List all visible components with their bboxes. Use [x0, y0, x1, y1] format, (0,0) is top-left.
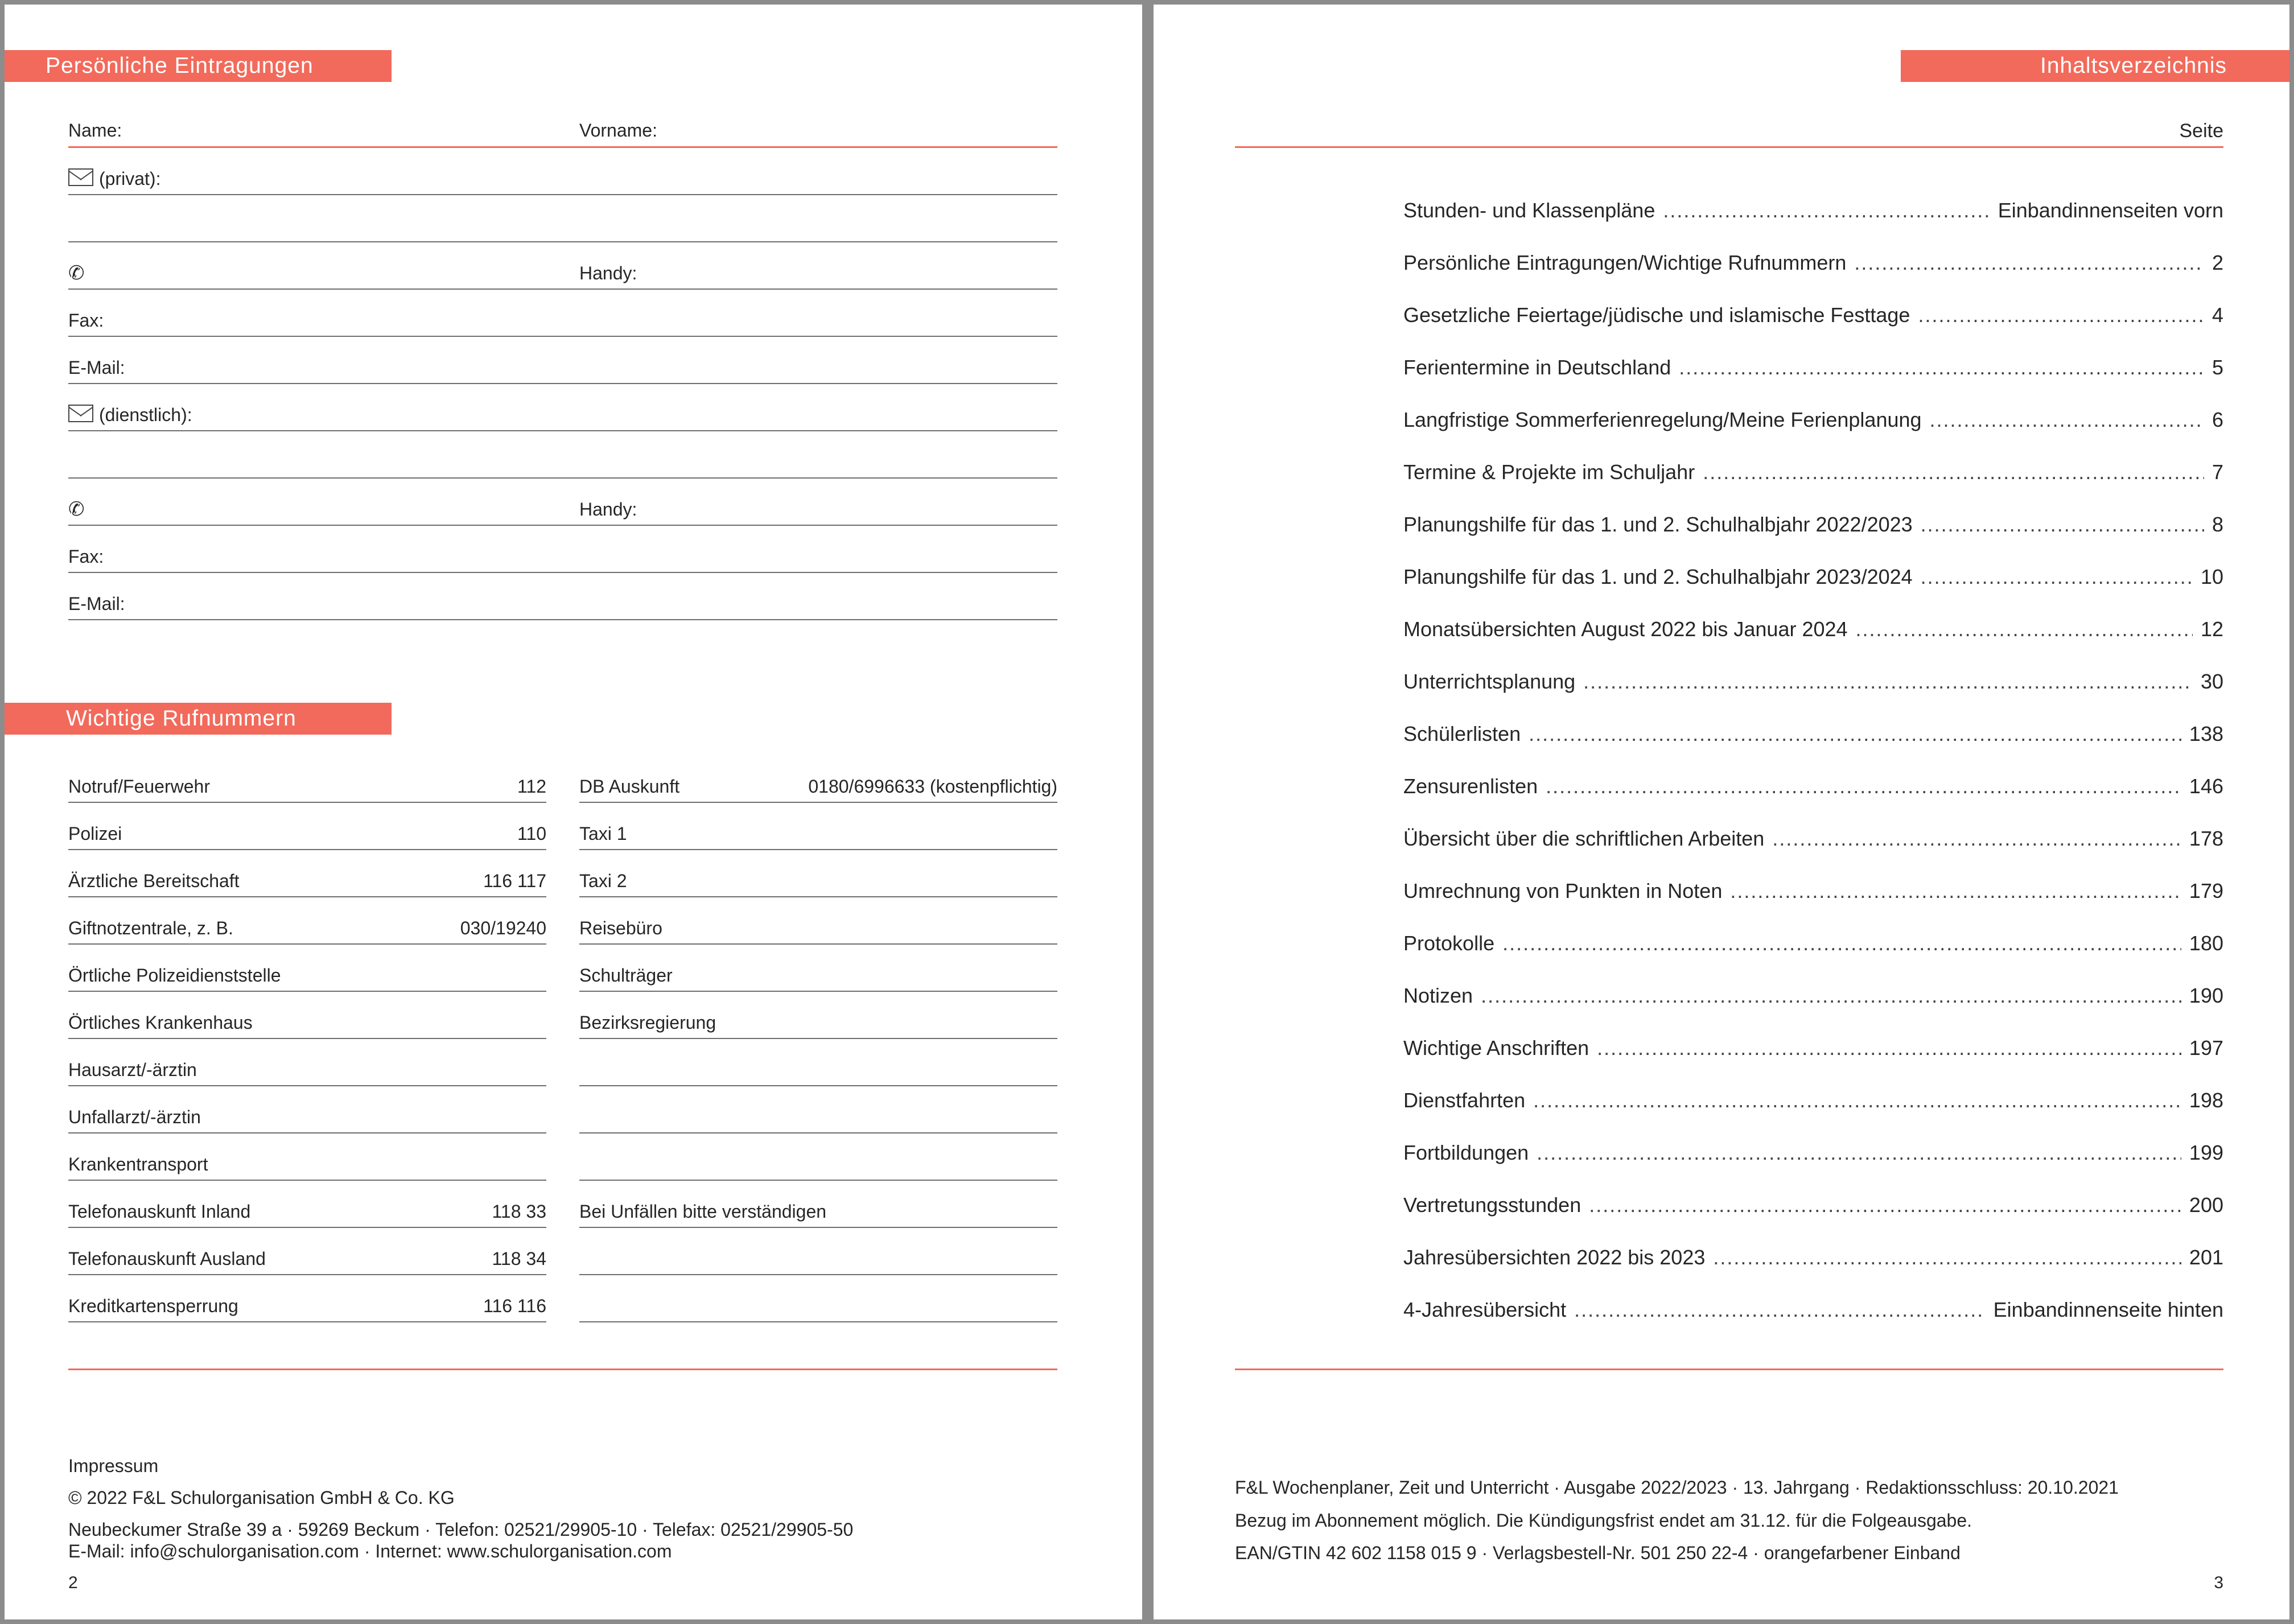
- phone-number-row[interactable]: [68, 1228, 546, 1275]
- phone-number-row[interactable]: [579, 756, 1057, 803]
- toc-entry[interactable]: [1403, 822, 2223, 856]
- toc-entry-page: 6: [2211, 408, 2223, 431]
- toc-entry[interactable]: [1403, 193, 2223, 228]
- fax-label: Fax:: [68, 310, 104, 331]
- work-fax-row[interactable]: [68, 526, 1057, 573]
- phone-number-row[interactable]: [579, 1228, 1057, 1275]
- toc-dot-leader: [1583, 665, 2193, 699]
- phone-number-row[interactable]: [68, 850, 546, 897]
- toc-entry[interactable]: [1403, 1136, 2223, 1170]
- toc-dot-leader: [1772, 822, 2181, 856]
- toc-dot-leader: [1537, 1136, 2181, 1170]
- phone-number-label: Ärztliche Bereitschaft: [68, 871, 240, 891]
- impressum-contact: E-Mail: info@schulorganisation.com · Internet: www.schulorganisation.com: [68, 1541, 672, 1561]
- toc-dot-leader: [1502, 926, 2181, 961]
- phone-number-label: Krankentransport: [68, 1154, 208, 1174]
- toc-entry[interactable]: [1403, 560, 2223, 594]
- phone-number-row[interactable]: [68, 897, 546, 945]
- toc-entry-title: Zensurenlisten: [1403, 774, 1538, 798]
- toc-entry-page: 190: [2189, 984, 2223, 1007]
- phone-number-label: Örtliche Polizeidienststelle: [68, 965, 281, 986]
- phone-icon: ✆: [68, 498, 85, 521]
- toc-entry[interactable]: [1403, 508, 2223, 542]
- toc-entry-title: Fortbildungen: [1403, 1141, 1529, 1164]
- toc-entry-page: 138: [2189, 722, 2223, 745]
- toc-entry-title: Übersicht über die schriftlichen Arbeiten: [1403, 827, 1765, 850]
- toc-dot-leader: [1713, 1240, 2181, 1275]
- toc-dot-leader: [1546, 769, 2181, 803]
- personal-section-heading: Persönliche Eintragungen: [5, 50, 392, 82]
- toc-entry-page: Einbandinnenseiten vorn: [1998, 199, 2223, 222]
- email-label: E-Mail:: [68, 357, 125, 378]
- toc-entry-title: Jahresübersichten 2022 bis 2023: [1403, 1246, 1706, 1269]
- toc-entry-title: Schülerlisten: [1403, 722, 1521, 745]
- toc-entry-page: 201: [2189, 1246, 2223, 1269]
- fax2-label: Fax:: [68, 546, 104, 567]
- phone-number-row[interactable]: [68, 1039, 546, 1086]
- toc-dot-leader: [1481, 979, 2181, 1013]
- phone-number-label: Taxi 1: [579, 823, 627, 844]
- work-address-label: (dienstlich):: [99, 405, 192, 425]
- phones-section-heading: Wichtige Rufnummern: [5, 703, 392, 735]
- toc-entry-page: 8: [2211, 513, 2223, 536]
- phone-number-value: 116 116: [483, 1296, 546, 1316]
- toc-dot-leader: [1679, 351, 2204, 385]
- envelope-icon: [68, 405, 93, 422]
- toc-dot-leader: [1533, 1083, 2181, 1118]
- toc-entry-page: 2: [2211, 251, 2223, 274]
- phone-number-row[interactable]: [68, 1086, 546, 1133]
- work-address-row[interactable]: [68, 384, 1057, 431]
- toc-entry-page: Einbandinnenseite hinten: [1993, 1298, 2223, 1321]
- phone-number-row[interactable]: [68, 1275, 546, 1322]
- phone-number-label: Giftnotzentrale, z. B.: [68, 918, 233, 938]
- phone-number-label: Örtliches Krankenhaus: [68, 1012, 253, 1033]
- phone-number-row[interactable]: [579, 897, 1057, 945]
- private-fax-row[interactable]: [68, 290, 1057, 337]
- toc-entry-page: 197: [2189, 1036, 2223, 1060]
- toc-entry-title: Ferientermine in Deutschland: [1403, 356, 1671, 379]
- toc-dot-leader: [1854, 246, 2204, 280]
- toc-entry[interactable]: [1403, 979, 2223, 1013]
- phone-number-row[interactable]: [579, 992, 1057, 1039]
- private-address-label: (privat):: [99, 168, 161, 189]
- footer-divider: [68, 1369, 1057, 1370]
- private-phone-row[interactable]: [68, 242, 1057, 290]
- toc-entry-page: 4: [2211, 303, 2223, 327]
- toc-entry[interactable]: [1403, 246, 2223, 280]
- toc-entry[interactable]: [1403, 1293, 2223, 1327]
- toc-entry[interactable]: [1403, 1240, 2223, 1275]
- ean-info: EAN/GTIN 42 602 1158 015 9 · Verlagsbestell-Nr. 501 250 22-4 · orangefarbener Einband: [1235, 1543, 1961, 1563]
- phone-number-row[interactable]: [68, 1181, 546, 1228]
- phone-number-value: 112: [517, 776, 546, 797]
- toc-entry-title: Stunden- und Klassenpläne: [1403, 199, 1655, 222]
- phone-number-row[interactable]: [579, 1275, 1057, 1322]
- toc-page-column-label: Seite: [2179, 120, 2223, 142]
- phone-number-row[interactable]: [579, 1039, 1057, 1086]
- toc-dot-leader: [1589, 1188, 2181, 1222]
- toc-entry-title: Termine & Projekte im Schuljahr: [1403, 460, 1695, 484]
- toc-entry-title: Planungshilfe für das 1. und 2. Schulhalbjahr 2023/2024: [1403, 565, 1913, 588]
- toc-entry-title: Langfristige Sommerferienregelung/Meine Ferienplanung: [1403, 408, 1922, 431]
- phone-number-label: Telefonauskunft Ausland: [68, 1248, 266, 1269]
- work-phone-row[interactable]: [68, 479, 1057, 526]
- toc-entry-page: 198: [2189, 1089, 2223, 1112]
- toc-entry-page: 30: [2200, 670, 2223, 693]
- toc-entry-title: Monatsübersichten August 2022 bis Januar 2024: [1403, 617, 1848, 641]
- toc-entry-title: Vertretungsstunden: [1403, 1193, 1581, 1217]
- toc-entry-page: 146: [2189, 774, 2223, 798]
- toc-dot-leader: [1597, 1031, 2181, 1065]
- toc-entry-page: 5: [2211, 356, 2223, 379]
- toc-entry-title: Persönliche Eintragungen/Wichtige Rufnummern: [1403, 251, 1847, 274]
- toc-entry[interactable]: [1403, 455, 2223, 489]
- toc-entry[interactable]: [1403, 769, 2223, 803]
- toc-entry-title: Dienstfahrten: [1403, 1089, 1526, 1112]
- toc-entry[interactable]: [1403, 874, 2223, 908]
- toc-dot-leader: [1856, 612, 2193, 646]
- toc-entry-title: Notizen: [1403, 984, 1473, 1007]
- phone-number-label: DB Auskunft: [579, 776, 680, 797]
- toc-header-divider: [1235, 146, 2223, 148]
- toc-dot-leader: [1918, 298, 2204, 332]
- phone-number-row[interactable]: [68, 756, 546, 803]
- phone-number-value: 116 117: [483, 871, 546, 891]
- phone-number-label: Schulträger: [579, 965, 673, 986]
- private-address-row-2[interactable]: [68, 195, 1057, 242]
- toc-entry-page: 10: [2200, 565, 2223, 588]
- toc-heading: Inhaltsverzeichnis: [1901, 50, 2289, 82]
- toc-entry-title: Protokolle: [1403, 931, 1495, 955]
- toc-entry-title: Wichtige Anschriften: [1403, 1036, 1589, 1060]
- phone-number-value: 0180/6996633 (kostenpflichtig): [808, 776, 1057, 797]
- envelope-icon: [68, 168, 93, 186]
- work-address-row-2[interactable]: [68, 431, 1057, 479]
- private-email-row[interactable]: [68, 337, 1057, 384]
- page-number-right: 3: [2214, 1573, 2223, 1592]
- toc-dot-leader: [1921, 508, 2204, 542]
- toc-dot-leader: [1921, 560, 2193, 594]
- toc-entry-title: Planungshilfe für das 1. und 2. Schulhalbjahr 2022/2023: [1403, 513, 1913, 536]
- phone-number-row[interactable]: [579, 945, 1057, 992]
- phone-number-value: 110: [517, 823, 546, 844]
- phone-number-label: Bei Unfällen bitte verständigen: [579, 1201, 827, 1222]
- toc-entry-title: Umrechnung von Punkten in Noten: [1403, 879, 1723, 902]
- publication-info: F&L Wochenplaner, Zeit und Unterricht · Ausgabe 2022/2023 · 13. Jahrgang · Redaktionsschluss: 20.10.2021: [1235, 1477, 2119, 1498]
- phone-number-label: Hausarzt/-ärztin: [68, 1060, 197, 1080]
- handy-label: Handy:: [579, 263, 637, 283]
- toc-entry[interactable]: [1403, 403, 2223, 437]
- toc-footer-divider: [1235, 1369, 2223, 1370]
- toc-entry[interactable]: [1403, 665, 2223, 699]
- phone-number-label: Kreditkartensperrung: [68, 1296, 238, 1316]
- phone-number-row[interactable]: [68, 1133, 546, 1181]
- phone-number-row[interactable]: [68, 992, 546, 1039]
- toc-dot-leader: [1730, 874, 2181, 908]
- toc-entry-title: Unterrichtsplanung: [1403, 670, 1576, 693]
- email2-label: E-Mail:: [68, 593, 125, 614]
- toc-entry[interactable]: [1403, 1083, 2223, 1118]
- toc-dot-leader: [1574, 1293, 1986, 1327]
- impressum-title: Impressum: [68, 1456, 159, 1476]
- toc-entry-page: 12: [2200, 617, 2223, 641]
- toc-entry-title: Gesetzliche Feiertage/jüdische und islamische Festtage: [1403, 303, 1910, 327]
- name-label: Name:: [68, 120, 122, 141]
- toc-dot-leader: [1703, 455, 2204, 489]
- impressum-address: Neubeckumer Straße 39 a · 59269 Beckum · Telefon: 02521/29905-10 · Telefax: 02521/29905-50: [68, 1519, 854, 1540]
- private-address-label-wrap: [68, 168, 160, 189]
- phone-number-label: Bezirksregierung: [579, 1012, 716, 1033]
- phone-number-row[interactable]: [68, 803, 546, 850]
- toc-dot-leader: [1663, 193, 1990, 228]
- phone-number-row[interactable]: [579, 803, 1057, 850]
- phone-number-row[interactable]: [579, 1133, 1057, 1181]
- work-email-row[interactable]: [68, 573, 1057, 620]
- toc-dot-leader: [1529, 717, 2181, 751]
- toc-entry-page: 179: [2189, 879, 2223, 902]
- private-address-row[interactable]: [68, 148, 1057, 195]
- toc-entry[interactable]: [1403, 1031, 2223, 1065]
- phone-number-row[interactable]: [579, 1086, 1057, 1133]
- vorname-label: Vorname:: [579, 120, 657, 141]
- toc-entry[interactable]: [1403, 351, 2223, 385]
- page-number-left: 2: [68, 1573, 78, 1592]
- phone-number-label: Notruf/Feuerwehr: [68, 776, 210, 797]
- phone-number-label: Polizei: [68, 823, 122, 844]
- phone-number-row[interactable]: [579, 1181, 1057, 1228]
- toc-entry-page: 200: [2189, 1193, 2223, 1217]
- phone-number-value: 118 33: [492, 1201, 546, 1222]
- phone-number-label: Taxi 2: [579, 871, 627, 891]
- work-address-label-wrap: [68, 404, 192, 426]
- toc-entry[interactable]: [1403, 1188, 2223, 1222]
- toc-entry[interactable]: [1403, 717, 2223, 751]
- toc-entry[interactable]: [1403, 298, 2223, 332]
- toc-entry-page: 178: [2189, 827, 2223, 850]
- toc-entry[interactable]: [1403, 926, 2223, 961]
- phone-number-label: Telefonauskunft Inland: [68, 1201, 251, 1222]
- phone-icon: ✆: [68, 262, 85, 285]
- toc-entry-page: 7: [2211, 460, 2223, 484]
- toc-dot-leader: [1930, 403, 2204, 437]
- phone-number-label: Unfallarzt/-ärztin: [68, 1107, 201, 1127]
- impressum-copyright: © 2022 F&L Schulorganisation GmbH & Co. KG: [68, 1487, 455, 1508]
- handy2-label: Handy:: [579, 499, 637, 520]
- toc-entry[interactable]: [1403, 612, 2223, 646]
- phone-number-value: 030/19240: [460, 918, 546, 938]
- toc-entry-title: 4-Jahresübersicht: [1403, 1298, 1567, 1321]
- phone-number-label: Reisebüro: [579, 918, 662, 938]
- phone-number-row[interactable]: [579, 850, 1057, 897]
- subscription-info: Bezug im Abonnement möglich. Die Kündigungsfrist endet am 31.12. für die Folgeausgabe.: [1235, 1510, 1972, 1531]
- phone-number-value: 118 34: [492, 1248, 546, 1269]
- toc-entry-page: 180: [2189, 931, 2223, 955]
- phone-number-row[interactable]: [68, 945, 546, 992]
- toc-entry-page: 199: [2189, 1141, 2223, 1164]
